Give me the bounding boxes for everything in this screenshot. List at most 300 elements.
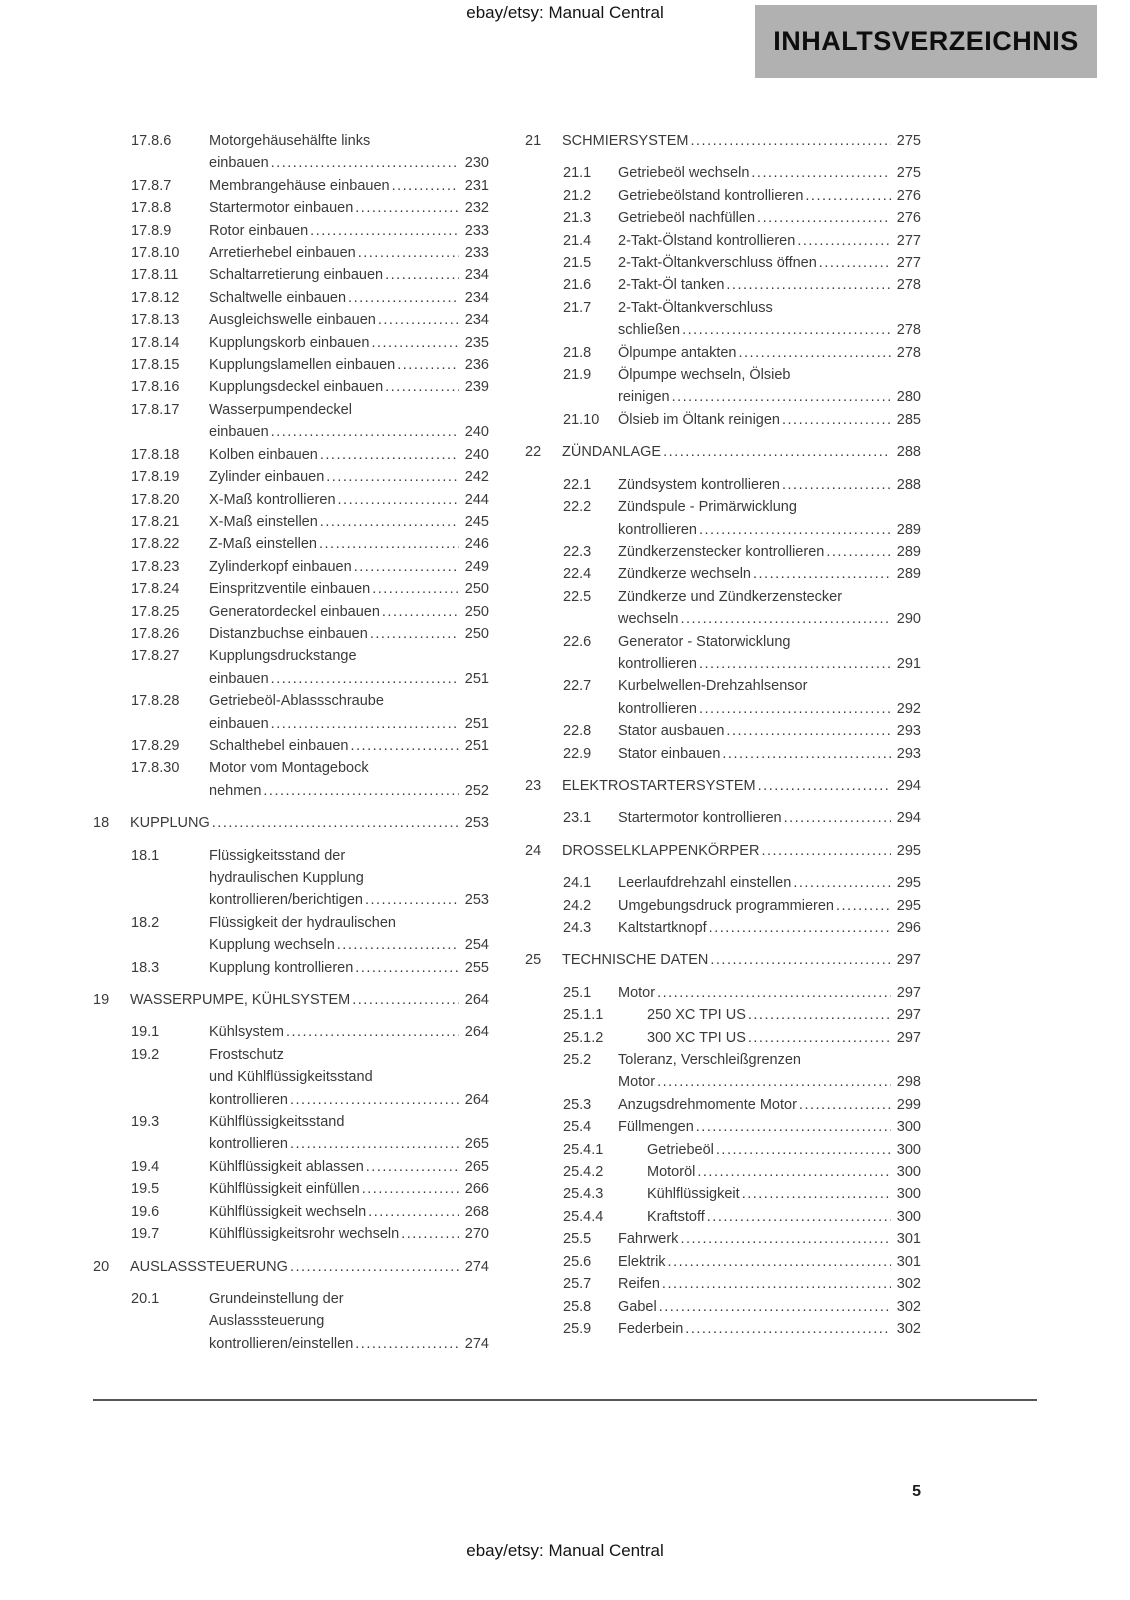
toc-page-number: 246: [464, 536, 489, 553]
toc-entry-number: 22.9: [563, 745, 592, 762]
toc-page-number: 276: [896, 187, 921, 204]
toc-entry-title: wechseln: [618, 611, 679, 628]
toc-page-number: 255: [464, 959, 489, 976]
toc-page-number: 244: [464, 491, 489, 508]
toc-entry-title-line: Zündkerze und Zündkerzenstecker: [618, 588, 843, 605]
dot-leader: [782, 409, 891, 431]
toc-page-number: 274: [464, 1258, 489, 1275]
dot-leader: [761, 840, 890, 862]
toc-entry-title: einbauen: [209, 424, 269, 441]
toc-entry-title: DROSSELKLAPPENKÖRPER: [562, 842, 760, 859]
dot-leader: [385, 376, 459, 398]
toc-page-number: 274: [464, 1335, 489, 1352]
toc-entry-number: 19.4: [131, 1158, 160, 1175]
toc-entry-number: 21: [525, 133, 542, 149]
dot-leader: [371, 332, 458, 354]
toc-page-number: 251: [464, 715, 489, 732]
dot-leader: [362, 1178, 459, 1200]
toc-page-number: 280: [896, 389, 921, 406]
toc-entry-number: 25.8: [563, 1298, 592, 1315]
toc-entry-number: 17.8.8: [131, 200, 172, 217]
toc-entry: [93, 623, 489, 645]
toc-entry: [93, 1156, 489, 1178]
toc-entry-number: 25.7: [563, 1276, 592, 1293]
dot-leader: [819, 252, 891, 274]
toc-entry-title: WASSERPUMPE, KÜHLSYSTEM: [130, 992, 351, 1009]
dot-leader: [212, 812, 459, 834]
toc-chapter: [93, 989, 489, 1011]
toc-page-number: 254: [464, 937, 489, 954]
toc-entry: [93, 376, 489, 398]
toc-entry-title: Füllmengen: [618, 1119, 694, 1136]
toc-entry: [93, 1288, 489, 1355]
dot-leader: [662, 1273, 891, 1295]
toc-page-number: 301: [896, 1253, 921, 1270]
toc-entry-title: Kupplungskorb einbauen: [209, 334, 370, 351]
toc-entry-title: 2-Takt-Ölstand kontrollieren: [618, 232, 796, 249]
toc-entry-number: 21.5: [563, 255, 592, 272]
dot-leader: [372, 578, 459, 600]
toc-entry: [525, 541, 921, 563]
dot-leader: [739, 342, 891, 364]
toc-entry-number: 22.7: [563, 678, 592, 695]
dot-leader: [319, 533, 459, 555]
toc-entry-number: 25.4.4: [563, 1208, 604, 1225]
toc-entry: [525, 1296, 921, 1318]
toc-entry-title-line: hydraulischen Kupplung: [209, 870, 364, 886]
toc-page-number: 250: [464, 581, 489, 598]
toc-entry-number: 17.8.30: [131, 760, 180, 777]
dot-leader: [385, 264, 459, 286]
toc-entry-number: 22: [525, 444, 542, 461]
toc-entry-number: 17.8.17: [131, 401, 180, 418]
toc-entry: [93, 735, 489, 757]
toc-entry: [525, 496, 921, 541]
toc-page-number: 289: [896, 566, 921, 583]
toc-entry-number: 19.5: [131, 1181, 160, 1198]
toc-entry: [93, 354, 489, 376]
toc-entry-title: kontrollieren: [618, 700, 697, 717]
toc-entry-title: Fahrwerk: [618, 1231, 679, 1248]
dot-leader: [271, 421, 459, 443]
dot-leader: [668, 1251, 891, 1273]
toc-page-number: 292: [896, 700, 921, 717]
toc-entry-title: Anzugsdrehmomente Motor: [618, 1096, 797, 1113]
toc-entry-number: 21.10: [563, 411, 600, 428]
dot-leader: [757, 207, 891, 229]
toc-entry: [525, 586, 921, 631]
toc-page-number: 268: [464, 1203, 489, 1220]
toc-entry: [93, 645, 489, 690]
toc-entry: [525, 1049, 921, 1094]
toc-entry-title-line: Toleranz, Verschleißgrenzen: [618, 1052, 801, 1069]
toc-entry-number: 17.8.26: [131, 625, 180, 642]
toc-entry-title: AUSLASSSTEUERUNG: [130, 1258, 288, 1275]
dot-leader: [707, 1206, 891, 1228]
dot-leader: [271, 668, 459, 690]
dot-leader: [370, 623, 459, 645]
toc-entry: [93, 533, 489, 555]
toc-entry: [525, 252, 921, 274]
dot-leader: [271, 713, 459, 735]
toc-entry: [93, 601, 489, 623]
dot-leader: [355, 957, 459, 979]
toc-entry-title: Kühlflüssigkeit ablassen: [209, 1158, 364, 1175]
toc-entry-title: Ölsieb im Öltank reinigen: [618, 411, 780, 428]
toc-entry-title: Ausgleichswelle einbauen: [209, 312, 376, 329]
toc-page-number: 296: [896, 920, 921, 936]
toc-entry-title: Zündkerze wechseln: [618, 566, 751, 583]
toc-chapter: [525, 441, 921, 463]
toc-entry-title-line: Kurbelwellen-Drehzahlsensor: [618, 678, 808, 695]
toc-entry-number: 25.4.1: [563, 1141, 604, 1158]
toc-page-number: 293: [896, 723, 921, 740]
toc-page-number: 253: [464, 815, 489, 832]
toc-entry-number: 22.2: [563, 499, 592, 516]
toc-entry: [93, 197, 489, 219]
toc-entry-title: Leerlaufdrehzahl einstellen: [618, 875, 792, 892]
toc-entry: [525, 1206, 921, 1228]
toc-entry-title-line: Zündspule - Primärwicklung: [618, 499, 797, 516]
toc-entry-title: Z-Maß einstellen: [209, 536, 317, 553]
toc-chapter: [525, 130, 921, 152]
toc-entry-number: 21.3: [563, 210, 592, 227]
toc-entry-title: schließen: [618, 322, 681, 339]
dot-leader: [696, 1116, 891, 1138]
toc-page-number: 265: [464, 1158, 489, 1175]
toc-entry-number: 21.6: [563, 277, 592, 294]
toc-entry-number: 17.8.7: [131, 177, 172, 194]
toc-page-number: 295: [896, 875, 921, 892]
dot-leader: [710, 949, 890, 971]
toc-entry: [525, 1027, 921, 1049]
toc-entry-number: 25.1.1: [563, 1007, 604, 1024]
toc-entry-title: Kaltstartknopf: [618, 920, 707, 936]
toc-entry-number: 18.3: [131, 959, 160, 976]
toc-entry-title: Getriebeöl: [647, 1141, 714, 1158]
toc-entry-number: 18: [93, 815, 110, 832]
watermark-header: ebay/etsy: Manual Central: [466, 3, 664, 22]
toc-entry: [525, 342, 921, 364]
dot-leader: [355, 197, 459, 219]
toc-entry: [93, 1201, 489, 1223]
toc-entry-title: kontrollieren: [209, 1136, 288, 1153]
toc-entry: [93, 1111, 489, 1156]
toc-entry-title: Reifen: [618, 1276, 660, 1293]
dot-leader: [310, 220, 459, 242]
toc-page-number: 294: [896, 810, 921, 827]
toc-page-number: 252: [464, 782, 489, 799]
toc-entry-title: Getriebeöl nachfüllen: [618, 210, 756, 227]
toc-entry-number: 25.9: [563, 1320, 592, 1337]
toc-entry-title: kontrollieren: [618, 655, 697, 672]
toc-entry-number: 17.8.10: [131, 245, 180, 262]
toc-entry-title: 2-Takt-Öltankverschluss öffnen: [618, 255, 817, 272]
dot-leader: [716, 1139, 891, 1161]
toc-page-number: 265: [464, 1136, 489, 1153]
toc-entry-number: 20: [93, 1258, 110, 1275]
dot-leader: [742, 1183, 891, 1205]
toc-entry-title: Umgebungsdruck programmieren: [618, 897, 834, 914]
toc-entry-title: 2-Takt-Öl tanken: [618, 277, 725, 294]
footer-divider: [93, 1399, 1037, 1401]
toc-entry-title: Schalthebel einbauen: [209, 737, 349, 754]
dot-leader: [350, 735, 458, 757]
toc-page-number: 288: [896, 476, 921, 493]
toc-page-number: 302: [896, 1320, 921, 1337]
toc-entry: [93, 578, 489, 600]
contents-title-box: [755, 5, 1097, 78]
dot-leader: [726, 720, 890, 742]
toc-entry: [93, 757, 489, 802]
page-title: INHALTSVERZEICHNIS: [773, 26, 1079, 56]
toc-entry: [93, 287, 489, 309]
dot-leader: [290, 1256, 459, 1278]
toc-entry-title-line: Generator - Statorwicklung: [618, 633, 791, 650]
toc-entry-number: 19: [93, 992, 110, 1009]
toc-entry-number: 22.3: [563, 543, 592, 560]
dot-leader: [392, 175, 459, 197]
dot-leader: [680, 1228, 890, 1250]
toc: [93, 130, 921, 1355]
toc-entry-title: Motor: [618, 1074, 656, 1091]
toc-entry-number: 17.8.19: [131, 469, 180, 486]
toc-entry-title: reinigen: [618, 389, 670, 406]
toc-chapter: [525, 949, 921, 971]
toc-entry: [93, 489, 489, 511]
toc-column-2: [525, 130, 921, 1355]
toc-entry-title-line: Ölpumpe wechseln, Ölsieb: [618, 367, 791, 384]
dot-leader: [793, 872, 890, 894]
toc-entry-number: 22.4: [563, 566, 592, 583]
toc-entry-number: 17.8.15: [131, 357, 180, 374]
dot-leader: [805, 185, 890, 207]
toc-entry-title: Getriebeöl wechseln: [618, 165, 750, 182]
toc-entry: [525, 474, 921, 496]
dot-leader: [657, 982, 891, 1004]
toc-entry-title: Kühlsystem: [209, 1024, 284, 1041]
toc-entry-title: Zylinder einbauen: [209, 469, 325, 486]
toc-entry: [525, 1318, 921, 1340]
toc-page-number: 300: [896, 1141, 921, 1158]
toc-page-number: 285: [896, 411, 921, 428]
toc-entry-title: Kolben einbauen: [209, 446, 318, 463]
toc-page-number: 277: [896, 232, 921, 249]
toc-entry-title-line: Getriebeöl-Ablassschraube: [209, 693, 384, 710]
toc-page-number: 233: [464, 222, 489, 239]
toc-entry: [525, 895, 921, 917]
toc-entry: [525, 1228, 921, 1250]
toc-page-number: 251: [464, 670, 489, 687]
toc-entry-title: Kupplungslamellen einbauen: [209, 357, 396, 374]
toc-page-number: 264: [464, 1091, 489, 1108]
toc-entry: [93, 957, 489, 979]
dot-leader: [782, 474, 891, 496]
dot-leader: [751, 162, 890, 184]
toc-page-number: 301: [896, 1231, 921, 1248]
dot-leader: [758, 775, 891, 797]
toc-entry: [525, 917, 921, 939]
toc-entry: [93, 220, 489, 242]
toc-page-number: 234: [464, 312, 489, 329]
toc-entry-number: 17.8.12: [131, 289, 180, 306]
toc-entry-number: 19.3: [131, 1114, 160, 1131]
toc-entry-title-line: Flüssigkeit der hydraulischen: [209, 914, 396, 931]
toc-entry: [525, 1161, 921, 1183]
toc-entry: [93, 242, 489, 264]
toc-entry-title: Schaltwelle einbauen: [209, 289, 347, 306]
dot-leader: [354, 556, 459, 578]
toc-entry-number: 17.8.28: [131, 693, 180, 710]
toc-entry-title-line: Auslasssteuerung: [209, 1313, 325, 1330]
toc-entry-title: kontrollieren/berichtigen: [209, 892, 363, 909]
toc-entry-title: Kupplung wechseln: [209, 937, 335, 954]
toc-page-number: 236: [464, 357, 489, 374]
toc-entry-number: 24.1: [563, 875, 592, 892]
dot-leader: [337, 934, 459, 956]
toc-entry-title: nehmen: [209, 782, 262, 799]
toc-entry: [525, 1251, 921, 1273]
dot-leader: [657, 1071, 891, 1093]
toc-entry-title: X-Maß einstellen: [209, 513, 318, 530]
toc-entry-number: 24.2: [563, 897, 592, 914]
toc-entry-title: Membrangehäuse einbauen: [209, 177, 390, 194]
toc-entry-title: Schaltarretierung einbauen: [209, 267, 384, 284]
toc-entry: [525, 1116, 921, 1138]
toc-entry-number: 21.9: [563, 367, 592, 384]
toc-entry-title: Motoröl: [647, 1164, 696, 1181]
toc-page-number: 277: [896, 255, 921, 272]
toc-entry-title: Ölpumpe antakten: [618, 344, 737, 361]
toc-page-number: 253: [464, 892, 489, 909]
toc-entry-title-line: Kühlflüssigkeitsstand: [209, 1114, 345, 1131]
toc-entry-number: 21.4: [563, 232, 592, 249]
toc-chapter: [525, 840, 921, 862]
dot-leader: [685, 1318, 891, 1340]
toc-entry-title-line: Wasserpumpendeckel: [209, 401, 352, 418]
toc-entry-title: kontrollieren: [618, 521, 697, 538]
toc-page-number: 240: [464, 424, 489, 441]
toc-page-number: 276: [896, 210, 921, 227]
toc-page-number: 278: [896, 344, 921, 361]
toc-entry: [93, 175, 489, 197]
toc-entry-number: 22.8: [563, 723, 592, 740]
dot-leader: [401, 1223, 459, 1245]
toc-entry-number: 17.8.21: [131, 513, 180, 530]
toc-entry-number: 19.1: [131, 1024, 160, 1041]
toc-entry: [525, 162, 921, 184]
toc-entry-title-line: 2-Takt-Öltankverschluss: [618, 299, 773, 316]
toc-page-number: 302: [896, 1298, 921, 1315]
toc-page-number: 249: [464, 558, 489, 575]
toc-entry-title: Startermotor einbauen: [209, 200, 354, 217]
dot-leader: [753, 563, 891, 585]
dot-leader: [326, 466, 459, 488]
toc-page-number: 270: [464, 1226, 489, 1243]
toc-page-number: 295: [896, 897, 921, 914]
toc-entry-title: SCHMIERSYSTEM: [562, 133, 689, 149]
toc-page-number: 288: [896, 444, 921, 461]
toc-entry: [93, 690, 489, 735]
dot-leader: [378, 309, 459, 331]
toc-entry: [93, 309, 489, 331]
toc-entry: [93, 912, 489, 957]
toc-page-number: 278: [896, 277, 921, 294]
toc-entry-number: 25.4.2: [563, 1164, 604, 1181]
toc-entry-number: 24: [525, 842, 542, 859]
dot-leader: [320, 511, 459, 533]
toc-entry-number: 22.6: [563, 633, 592, 650]
toc-entry: [93, 511, 489, 533]
toc-entry-title: Kühlflüssigkeit einfüllen: [209, 1181, 360, 1198]
toc-entry-title: Kühlflüssigkeit wechseln: [209, 1203, 367, 1220]
dot-leader: [271, 152, 459, 174]
toc-entry: [525, 675, 921, 720]
toc-entry: [525, 185, 921, 207]
toc-page-number: 234: [464, 267, 489, 284]
toc-column-1: [93, 130, 489, 1355]
toc-page-number: 299: [896, 1096, 921, 1113]
toc-entry-title: kontrollieren/einstellen: [209, 1335, 354, 1352]
toc-entry-number: 21.2: [563, 187, 592, 204]
toc-page-number: 240: [464, 446, 489, 463]
toc-chapter: [93, 1256, 489, 1278]
toc-entry: [93, 1044, 489, 1111]
toc-entry-title: kontrollieren: [209, 1091, 288, 1108]
dot-leader: [320, 444, 459, 466]
dot-leader: [659, 1296, 891, 1318]
toc-entry-title: Kupplung kontrollieren: [209, 959, 354, 976]
toc-page-number: 264: [464, 1024, 489, 1041]
toc-page-number: 297: [896, 984, 921, 1001]
toc-page-number: 251: [464, 737, 489, 754]
toc-entry-title: Elektrik: [618, 1253, 666, 1270]
watermark-footer: ebay/etsy: Manual Central: [466, 1541, 664, 1560]
dot-leader: [348, 287, 459, 309]
toc-page-number: 289: [896, 543, 921, 560]
toc-entry-title: Rotor einbauen: [209, 222, 309, 239]
dot-leader: [680, 608, 890, 630]
toc-entry-number: 21.7: [563, 299, 592, 316]
toc-entry: [525, 297, 921, 342]
toc-entry-number: 25: [525, 952, 542, 969]
toc-page-number: 275: [896, 165, 921, 182]
toc-entry-title: einbauen: [209, 155, 269, 172]
toc-page-number: 297: [896, 1029, 921, 1046]
toc-page-number: 278: [896, 322, 921, 339]
toc-entry-number: 18.1: [131, 847, 160, 864]
dot-leader: [699, 698, 891, 720]
toc-entry-title: Generatordeckel einbauen: [209, 603, 380, 620]
toc-entry-number: 19.2: [131, 1046, 160, 1063]
toc-entry-title: KUPPLUNG: [130, 815, 210, 832]
toc-entry-number: 17.8.24: [131, 581, 180, 598]
toc-page-number: 302: [896, 1276, 921, 1293]
dot-leader: [691, 130, 891, 152]
toc-entry: [93, 399, 489, 444]
toc-entry-number: 25.4.3: [563, 1186, 604, 1203]
toc-entry: [525, 274, 921, 296]
dot-leader: [290, 1089, 459, 1111]
dot-leader: [663, 441, 891, 463]
dot-leader: [799, 1094, 891, 1116]
toc-entry: [93, 1223, 489, 1245]
toc-entry-title-line: Frostschutz: [209, 1046, 284, 1063]
toc-entry: [525, 720, 921, 742]
toc-entry-number: 17.8.16: [131, 379, 180, 396]
dot-leader: [699, 519, 891, 541]
dot-leader: [709, 917, 891, 939]
